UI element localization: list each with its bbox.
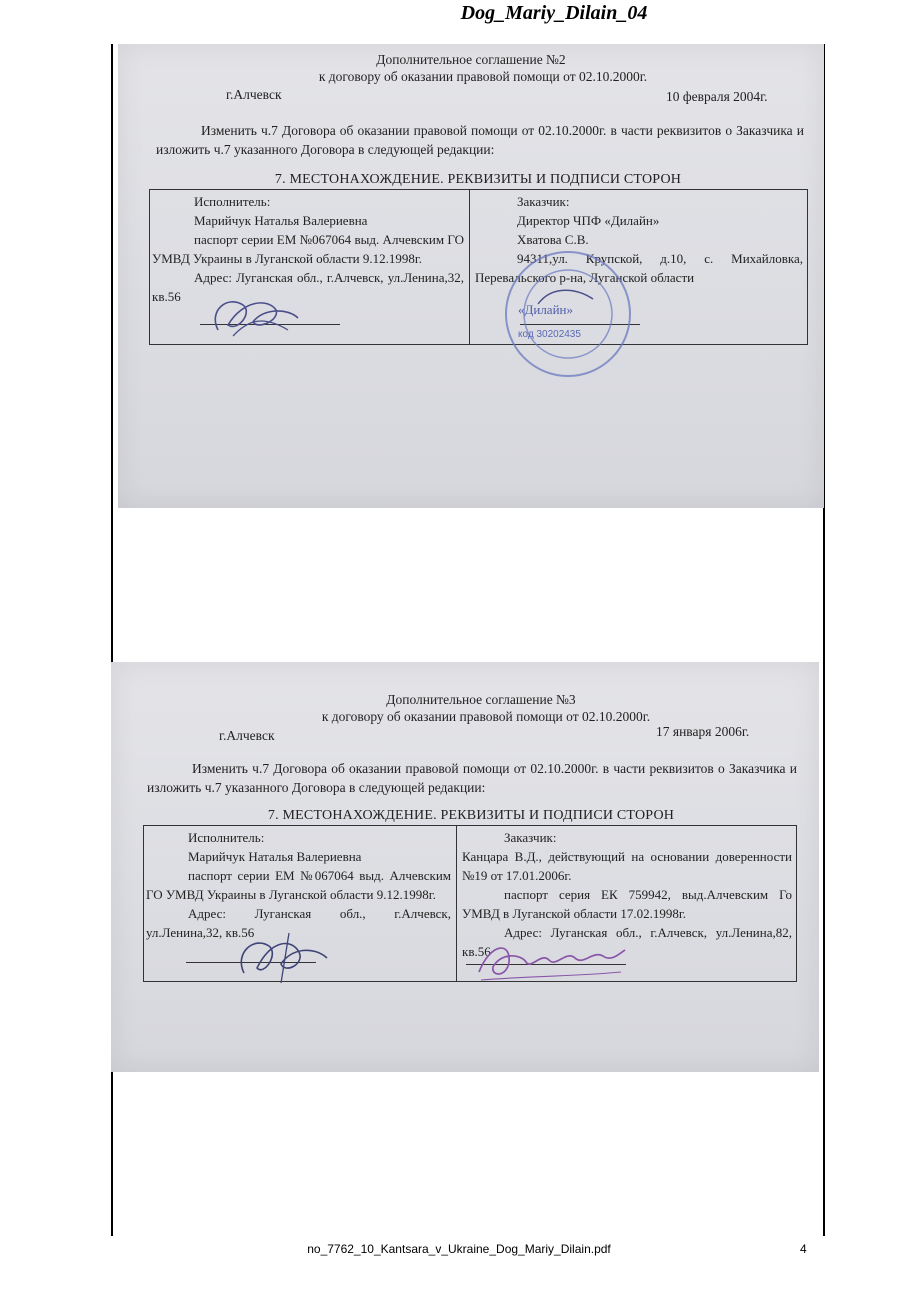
- table-divider: [456, 826, 457, 981]
- stamp-company-name: «Дилайн»: [518, 302, 573, 317]
- customer-line1: Канцара В.Д., действующий на основании доверенности №19 от 17.01.2006г.: [462, 849, 792, 883]
- agreement-subtitle: к договору об оказании правовой помощи от 02.10.2000г.: [318, 69, 648, 84]
- executor-signature-icon: [229, 928, 339, 988]
- stamp-company-code: код 30202435: [518, 329, 581, 340]
- executor-passport: паспорт серии ЕМ №067064 выд. Алчевским ГО УМВД Украины в Луганской области 9.12.1998г.: [152, 232, 464, 266]
- executor-passport: паспорт серии ЕМ №067064 выд. Алчевским ГО УМВД Украины в Луганской области 9.12.1998г.: [146, 868, 451, 902]
- executor-column: [146, 828, 451, 942]
- footer-filename: no_7762_10_Kantsara_v_Ukraine_Dog_Mariy_Dilain.pdf: [307, 1242, 611, 1256]
- customer-heading: Заказчик:: [517, 194, 570, 209]
- customer-signature-icon: [471, 932, 631, 987]
- executor-heading: Исполнитель:: [188, 830, 265, 845]
- customer-address: 94311,ул. Крупской, д.10, с. Михайловка, Перевальского р-на, Луганской области: [475, 251, 803, 285]
- executor-name: Марийчук Наталья Валериевна: [188, 849, 362, 864]
- executor-address: Адрес: Луганская обл., г.Алчевск, ул.Ленина,32, кв.56: [146, 906, 451, 940]
- executor-signature-icon: [198, 290, 308, 340]
- customer-address: Адрес: Луганская обл., г.Алчевск, ул.Ленина,82, кв.56: [462, 925, 792, 959]
- agreement-body: Изменить ч.7 Договора об оказании правовой помощи от 02.10.2000г. в части реквизитов о Заказчика и изложить ч.7 указанного Договора в следующей редакции:: [147, 761, 797, 795]
- customer-passport: паспорт серия ЕК 759942, выд.Алчевским Го УМВД в Луганской области 17.02.1998г.: [462, 887, 792, 921]
- table-divider: [469, 190, 470, 344]
- agreement-city: г.Алчевск: [219, 728, 275, 743]
- section-heading: 7. МЕСТОНАХОЖДЕНИЕ. РЕКВИЗИТЫ И ПОДПИСИ СТОРОН: [267, 808, 675, 823]
- executor-heading: Исполнитель:: [194, 194, 271, 209]
- page-header-title: Dog_Mariy_Dilain_04: [460, 2, 648, 24]
- agreement-title: Дополнительное соглашение №2: [376, 52, 566, 67]
- executor-column: [152, 192, 464, 306]
- section-heading: 7. МЕСТОНАХОЖДЕНИЕ. РЕКВИЗИТЫ И ПОДПИСИ СТОРОН: [274, 172, 682, 187]
- agreement-title: Дополнительное соглашение №3: [386, 692, 576, 707]
- customer-line2: Хватова С.В.: [517, 232, 589, 247]
- agreement-date: 10 февраля 2004г.: [666, 89, 768, 104]
- agreement-body: Изменить ч.7 Договора об оказании правовой помощи от 02.10.2000г. в части реквизитов о Заказчика и изложить ч.7 указанного Договора в следующей редакции:: [156, 123, 804, 157]
- agreement-date: 17 января 2006г.: [656, 724, 750, 739]
- executor-name: Марийчук Наталья Валериевна: [194, 213, 368, 228]
- scanned-agreement-3: [111, 662, 819, 1072]
- executor-address: Адрес: Луганская обл., г.Алчевск, ул.Ленина,32, кв.56: [152, 270, 464, 304]
- agreement-subtitle: к договору об оказании правовой помощи от 02.10.2000г.: [321, 709, 651, 724]
- customer-heading: Заказчик:: [504, 830, 557, 845]
- customer-line1: Директор ЧПФ «Дилайн»: [517, 213, 660, 228]
- scanned-agreement-2: [118, 44, 824, 508]
- agreement-city: г.Алчевск: [226, 87, 282, 102]
- footer-page-number: 4: [800, 1242, 807, 1256]
